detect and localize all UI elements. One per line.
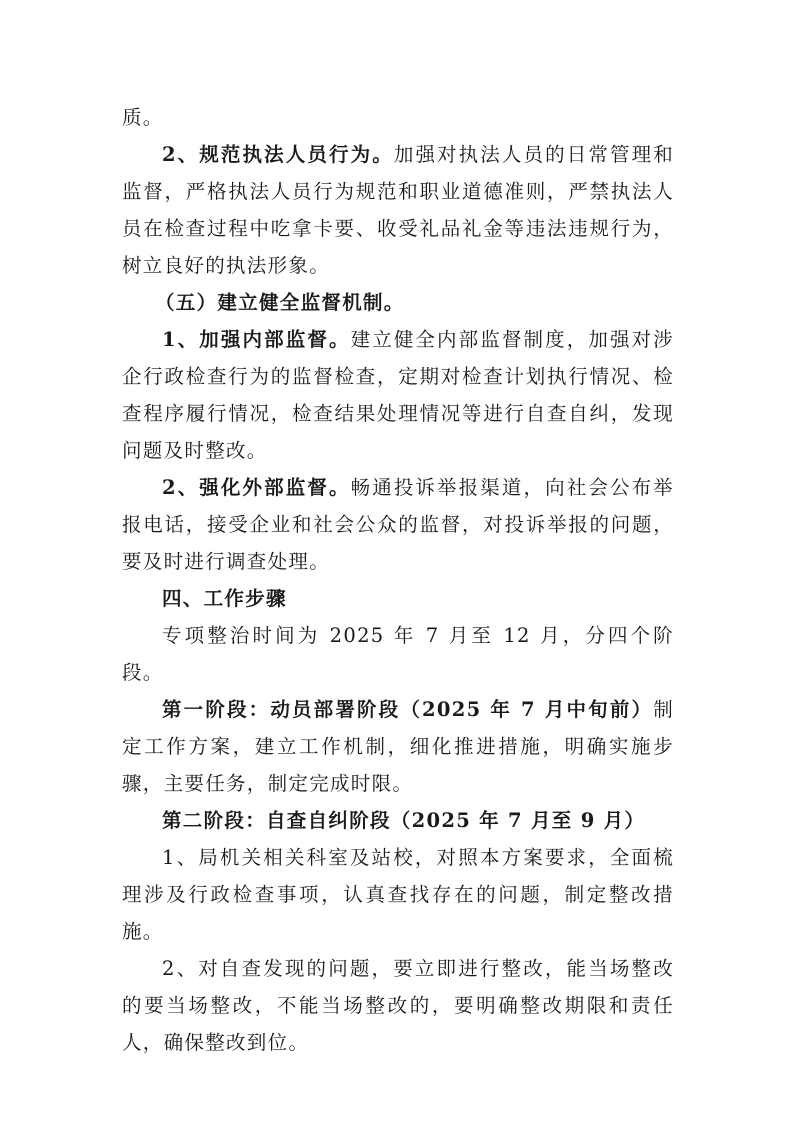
paragraph-text: 质。 bbox=[122, 106, 164, 129]
section-heading-work-steps: 四、工作步骤 bbox=[162, 587, 287, 610]
paragraph-self-check: 1、局机关相关科室及站校，对照本方案要求，全面梳理涉及行政检查事项，认真查找存在的问题，制定整改措施。 bbox=[122, 846, 674, 943]
paragraph-stage-one bbox=[122, 691, 674, 802]
paragraph-lead: 2、规范执法人员行为。 bbox=[162, 143, 394, 166]
paragraph-rectification: 2、对自查发现的问题，要立即进行整改，能当场整改的要当场整改，不能当场整改的，要明确整改期限和责任人，确保整改到位。 bbox=[122, 957, 674, 1054]
paragraph-timeline: 专项整治时间为 2025 年 7 月至 12 月，分四个阶段。 bbox=[122, 624, 674, 684]
stage-two-heading: 第二阶段：自查自纠阶段（2025 年 7 月至 9 月） bbox=[162, 809, 646, 832]
paragraph-lead: 第一阶段：动员部署阶段（2025 年 7 月中旬前） bbox=[162, 698, 654, 721]
paragraph-enforcement-conduct bbox=[122, 136, 674, 284]
paragraph-text: 建立健全内部监督制度，加强对涉企行政检查行为的监督检查，定期对检查计划执行情况、检查程序履行情况，检查结果处理情况等进行自查自纠，发现问题及时整改。 bbox=[122, 328, 674, 462]
paragraph-external-supervision bbox=[122, 469, 674, 580]
paragraph-text: 制定工作方案，建立工作机制，细化推进措施，明确实施步骤，主要任务，制定完成时限。 bbox=[122, 698, 674, 795]
section-heading-supervision: （五）建立健全监督机制。 bbox=[155, 291, 405, 314]
paragraph-lead: 1、加强内部监督。 bbox=[162, 328, 351, 351]
paragraph-internal-supervision bbox=[122, 321, 674, 469]
paragraph-lead: 2、强化外部监督。 bbox=[162, 476, 351, 499]
paragraph-text: 畅通投诉举报渠道，向社会公布举报电话，接受企业和社会公众的监督，对投诉举报的问题，要及时进行调查处理。 bbox=[122, 476, 674, 573]
paragraph-continuation bbox=[122, 99, 674, 136]
paragraph-text: 加强对执法人员的日常管理和监督，严格执法人员行为规范和职业道德准则，严禁执法人员在检查过程中吃拿卡要、收受礼品礼金等违法违规行为，树立良好的执法形象。 bbox=[122, 143, 674, 277]
document-body bbox=[122, 99, 674, 1061]
